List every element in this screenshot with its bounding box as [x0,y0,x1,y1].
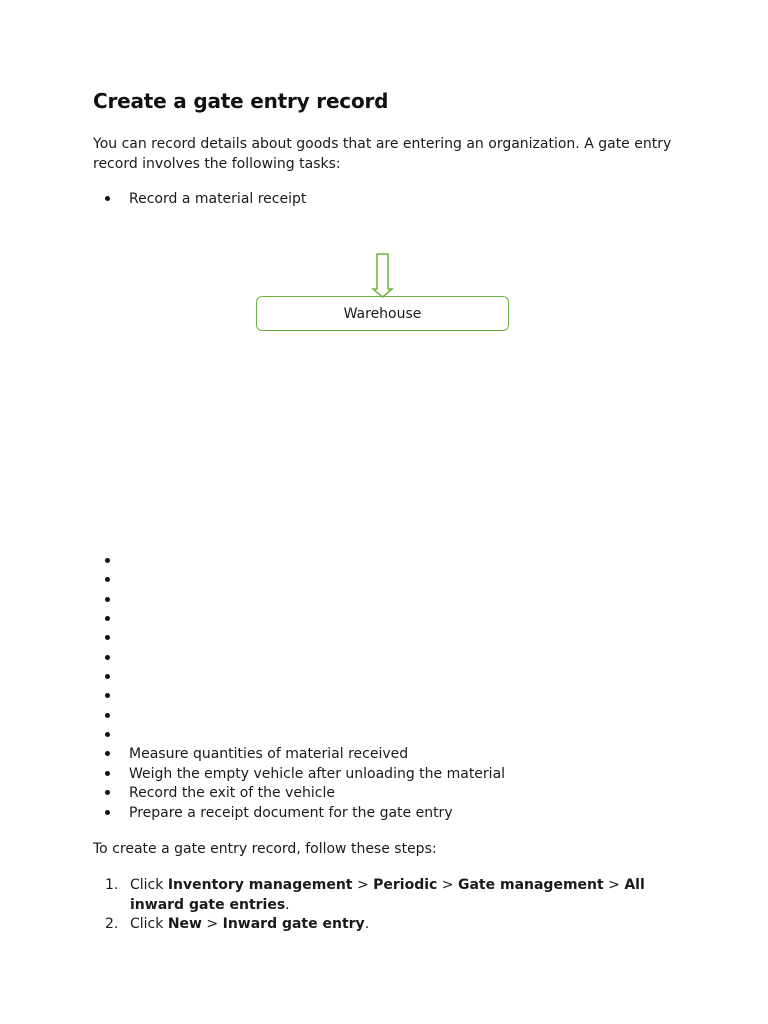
bullet-icon [105,597,110,602]
bullet-icon [105,732,110,737]
bullet-icon [105,693,110,698]
list-item [105,668,129,687]
bullet-icon [105,655,110,660]
bullet-icon [105,713,110,718]
step-2: 2. Click New > Inward gate entry. [105,915,685,935]
list-item: Measure quantities of material received [105,745,408,764]
bullet-icon [105,674,110,679]
menu-path-item: Inventory management [167,877,353,893]
list-item [105,726,129,745]
bullet-icon [105,810,110,815]
steps-list [105,876,685,935]
list-item [105,649,129,668]
bullet-icon [105,751,110,756]
step-1: 1. Click Inventory management > Periodic > Gate management > All inward gate entries. [105,877,645,913]
list-item [105,571,129,590]
task-label: Record a material receipt [129,191,307,207]
menu-path-item: Periodic [373,877,438,893]
bullet-icon [105,558,110,563]
list-item [105,591,129,610]
list-item: Weigh the empty vehicle after unloading the material [105,765,505,784]
menu-path-item: Inward gate entry [222,916,365,932]
menu-path-item: New [167,916,202,932]
list-item: Record the exit of the vehicle [105,784,335,803]
bullet-icon [105,635,110,640]
bullet-icon [105,577,110,582]
list-item: Prepare a receipt document for the gate entry [105,804,453,823]
steps-intro: To create a gate entry record, follow these steps: [93,841,437,857]
page-title: Create a gate entry record [93,89,389,113]
step-number: 1. [105,877,119,893]
menu-path-item: Gate management [457,877,604,893]
warehouse-label: Warehouse [343,305,422,322]
list-item [105,707,129,726]
bullet-icon [105,790,110,795]
list-item [105,629,129,648]
list-item [105,610,129,629]
down-arrow-icon [373,254,392,297]
warehouse-box [256,296,509,331]
bullet-icon [105,616,110,621]
list-item [105,552,129,571]
step-number: 2. [105,916,119,932]
intro-paragraph: You can record details about goods that are entering an organization. A gate entry record involves the following tasks: [93,136,672,172]
list-item [105,687,129,706]
menu-path-item: All inward gate entries [130,877,645,913]
bullet-icon [105,771,110,776]
